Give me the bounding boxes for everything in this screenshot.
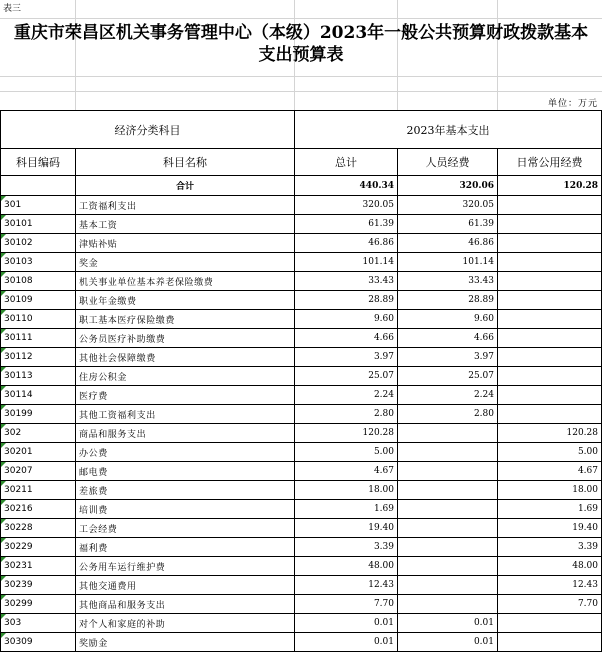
- row-code: 30112: [1, 348, 76, 367]
- row-personnel: [398, 595, 498, 614]
- row-public: 48.00: [498, 557, 602, 576]
- row-code: 30111: [1, 329, 76, 348]
- row-personnel: 0.01: [398, 614, 498, 633]
- row-public: 19.40: [498, 519, 602, 538]
- row-total: 3.97: [295, 348, 398, 367]
- row-public: [498, 405, 602, 424]
- table-row: [1, 633, 602, 652]
- row-name: 奖金: [76, 253, 295, 272]
- header-total: 总计: [295, 149, 398, 176]
- row-total: 61.39: [295, 215, 398, 234]
- table-row: [1, 253, 602, 272]
- header-public: 日常公用经费: [498, 149, 602, 176]
- row-total: 25.07: [295, 367, 398, 386]
- row-public: 12.43: [498, 576, 602, 595]
- row-personnel: 25.07: [398, 367, 498, 386]
- row-personnel: [398, 462, 498, 481]
- row-personnel: 320.05: [398, 196, 498, 215]
- total-personnel: 320.06: [398, 176, 498, 196]
- row-name: 津贴补贴: [76, 234, 295, 253]
- row-personnel: 2.24: [398, 386, 498, 405]
- row-public: [498, 329, 602, 348]
- table-row: [1, 443, 602, 462]
- row-code: 30110: [1, 310, 76, 329]
- row-name: 其他交通费用: [76, 576, 295, 595]
- row-name: 工资福利支出: [76, 196, 295, 215]
- row-name: 其他社会保障缴费: [76, 348, 295, 367]
- sheet-tag: 表三: [3, 4, 22, 14]
- row-name: 其他工资福利支出: [76, 405, 295, 424]
- sheet-gridline: [0, 18, 602, 19]
- row-code: 30309: [1, 633, 76, 652]
- row-personnel: 0.01: [398, 633, 498, 652]
- row-code: 30101: [1, 215, 76, 234]
- row-total: 46.86: [295, 234, 398, 253]
- row-total: 4.67: [295, 462, 398, 481]
- table-row: [1, 367, 602, 386]
- row-personnel: [398, 519, 498, 538]
- row-code: 30114: [1, 386, 76, 405]
- row-code: 30207: [1, 462, 76, 481]
- table-row: [1, 500, 602, 519]
- row-public: 120.28: [498, 424, 602, 443]
- row-public: [498, 310, 602, 329]
- row-public: [498, 272, 602, 291]
- row-total: 2.24: [295, 386, 398, 405]
- table-row: [1, 215, 602, 234]
- row-personnel: 101.14: [398, 253, 498, 272]
- row-public: [498, 234, 602, 253]
- row-name: 机关事业单位基本养老保险缴费: [76, 272, 295, 291]
- row-code: 303: [1, 614, 76, 633]
- row-public: 7.70: [498, 595, 602, 614]
- total-label: 合计: [76, 176, 295, 196]
- row-name: 商品和服务支出: [76, 424, 295, 443]
- row-total: 48.00: [295, 557, 398, 576]
- row-personnel: [398, 538, 498, 557]
- header-column-row: [1, 149, 602, 176]
- row-name: 住房公积金: [76, 367, 295, 386]
- row-code: 30201: [1, 443, 76, 462]
- header-economic-classification: 经济分类科目: [1, 111, 295, 149]
- row-total: 18.00: [295, 481, 398, 500]
- row-code: 302: [1, 424, 76, 443]
- row-personnel: 46.86: [398, 234, 498, 253]
- table-row: [1, 291, 602, 310]
- row-code: 30109: [1, 291, 76, 310]
- row-name: 差旅费: [76, 481, 295, 500]
- table-row: [1, 519, 602, 538]
- title-line-1: 重庆市荣昌区机关事务管理中心（本级）2023年一般公共预算财政拨款基本: [13, 23, 589, 43]
- row-code: 30228: [1, 519, 76, 538]
- row-code: 30239: [1, 576, 76, 595]
- row-total: 5.00: [295, 443, 398, 462]
- row-personnel: 61.39: [398, 215, 498, 234]
- row-code: 301: [1, 196, 76, 215]
- row-public: [498, 386, 602, 405]
- header-personnel: 人员经费: [398, 149, 498, 176]
- table-row: [1, 595, 602, 614]
- row-code: 30229: [1, 538, 76, 557]
- row-public: [498, 348, 602, 367]
- sheet-gridline: [0, 91, 602, 92]
- table-row: [1, 196, 602, 215]
- row-personnel: [398, 557, 498, 576]
- row-public: 5.00: [498, 443, 602, 462]
- table-row: [1, 329, 602, 348]
- header-name: 科目名称: [76, 149, 295, 176]
- row-total: 120.28: [295, 424, 398, 443]
- header-code: 科目编码: [1, 149, 76, 176]
- row-name: 办公费: [76, 443, 295, 462]
- unit-label: 单位：万元: [547, 99, 598, 109]
- row-personnel: 9.60: [398, 310, 498, 329]
- row-personnel: [398, 576, 498, 595]
- row-public: 3.39: [498, 538, 602, 557]
- row-code: 30299: [1, 595, 76, 614]
- table-row: [1, 557, 602, 576]
- budget-table: [0, 110, 602, 652]
- table-row: [1, 424, 602, 443]
- row-name: 其他商品和服务支出: [76, 595, 295, 614]
- row-total: 0.01: [295, 614, 398, 633]
- row-public: [498, 196, 602, 215]
- row-name: 邮电费: [76, 462, 295, 481]
- row-name: 医疗费: [76, 386, 295, 405]
- table-row: [1, 310, 602, 329]
- row-total: 101.14: [295, 253, 398, 272]
- row-name: 公务用车运行维护费: [76, 557, 295, 576]
- row-personnel: [398, 500, 498, 519]
- row-total: 1.69: [295, 500, 398, 519]
- row-public: [498, 614, 602, 633]
- row-name: 奖励金: [76, 633, 295, 652]
- row-code: 30199: [1, 405, 76, 424]
- title-line-2: 支出预算表: [258, 45, 344, 65]
- row-name: 对个人和家庭的补助: [76, 614, 295, 633]
- table-row: [1, 272, 602, 291]
- row-total: 28.89: [295, 291, 398, 310]
- header-basic-expenditure: 2023年基本支出: [295, 111, 602, 149]
- row-total: 0.01: [295, 633, 398, 652]
- row-personnel: [398, 443, 498, 462]
- table-row: [1, 386, 602, 405]
- row-personnel: [398, 424, 498, 443]
- row-code: 30108: [1, 272, 76, 291]
- row-name: 基本工资: [76, 215, 295, 234]
- row-personnel: 33.43: [398, 272, 498, 291]
- row-code: 30211: [1, 481, 76, 500]
- row-name: 工会经费: [76, 519, 295, 538]
- header-group-row: [1, 111, 602, 149]
- row-name: 福利费: [76, 538, 295, 557]
- table-row: [1, 614, 602, 633]
- table-row: [1, 405, 602, 424]
- row-code: 30113: [1, 367, 76, 386]
- row-personnel: 3.97: [398, 348, 498, 367]
- row-total: 7.70: [295, 595, 398, 614]
- table-row: [1, 576, 602, 595]
- row-name: 职业年金缴费: [76, 291, 295, 310]
- row-total: 320.05: [295, 196, 398, 215]
- row-public: [498, 291, 602, 310]
- row-public: [498, 633, 602, 652]
- table-row: [1, 481, 602, 500]
- row-total: 2.80: [295, 405, 398, 424]
- row-name: 职工基本医疗保险缴费: [76, 310, 295, 329]
- row-code: 30102: [1, 234, 76, 253]
- row-total: 9.60: [295, 310, 398, 329]
- total-row: [1, 176, 602, 196]
- row-code: 30103: [1, 253, 76, 272]
- row-public: 4.67: [498, 462, 602, 481]
- row-public: [498, 253, 602, 272]
- total-amount: 440.34: [295, 176, 398, 196]
- row-total: 3.39: [295, 538, 398, 557]
- sheet-gridline: [0, 76, 602, 77]
- row-total: 19.40: [295, 519, 398, 538]
- row-public: [498, 367, 602, 386]
- row-personnel: [398, 481, 498, 500]
- table-row: [1, 538, 602, 557]
- row-name: 公务员医疗补助缴费: [76, 329, 295, 348]
- table-row: [1, 234, 602, 253]
- row-personnel: 4.66: [398, 329, 498, 348]
- table-row: [1, 462, 602, 481]
- row-public: [498, 215, 602, 234]
- row-total: 12.43: [295, 576, 398, 595]
- row-public: 18.00: [498, 481, 602, 500]
- total-public: 120.28: [498, 176, 602, 196]
- row-code: 30216: [1, 500, 76, 519]
- total-code-cell: [1, 176, 76, 196]
- row-public: 1.69: [498, 500, 602, 519]
- row-personnel: 28.89: [398, 291, 498, 310]
- row-personnel: 2.80: [398, 405, 498, 424]
- row-total: 4.66: [295, 329, 398, 348]
- row-code: 30231: [1, 557, 76, 576]
- row-name: 培训费: [76, 500, 295, 519]
- page-title: [0, 22, 602, 66]
- table-row: [1, 348, 602, 367]
- row-total: 33.43: [295, 272, 398, 291]
